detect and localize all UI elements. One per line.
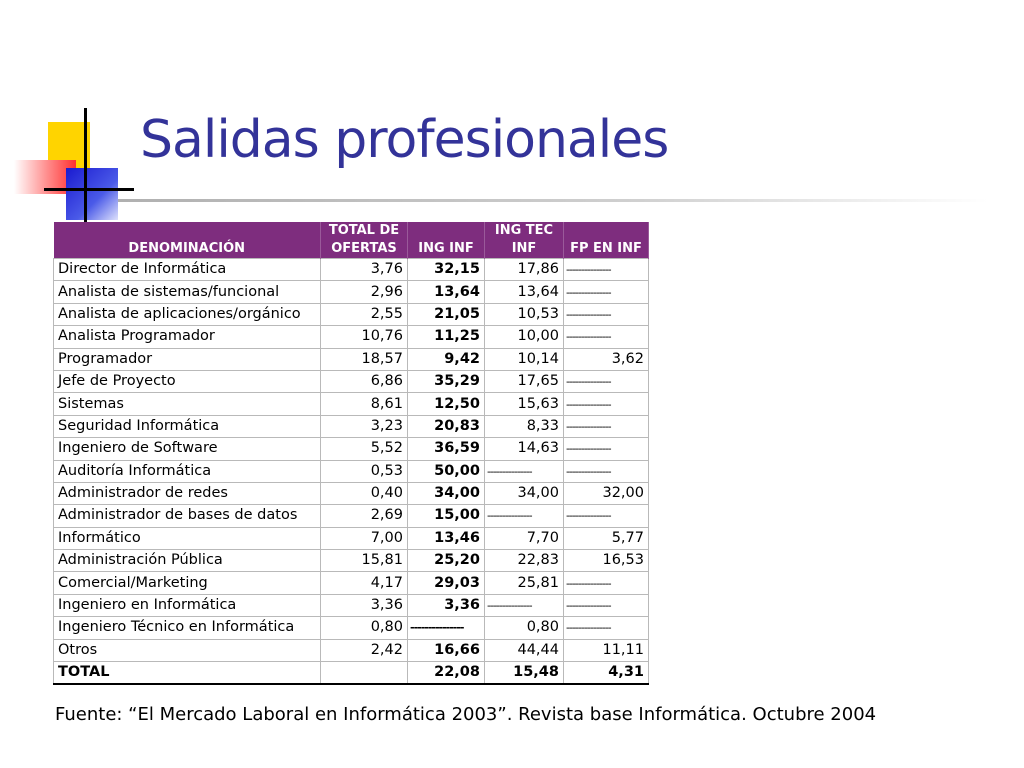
cell-total-ofertas: 0,40 [321, 482, 408, 504]
cell-ing-inf: 32,15 [408, 259, 485, 281]
table-row [54, 572, 649, 594]
cell-fp-en-inf: --------------- [564, 259, 649, 281]
cell-total-ofertas: 2,69 [321, 505, 408, 527]
cell-total-ofertas: 2,96 [321, 281, 408, 303]
cell-total-ofertas: 3,76 [321, 259, 408, 281]
cell-ing-inf: 21,05 [408, 303, 485, 325]
cell-ing-tec-inf: 15,63 [485, 393, 564, 415]
table-row [54, 370, 649, 392]
header-row-bottom [54, 240, 649, 259]
cell-ing-inf: 29,03 [408, 572, 485, 594]
table-row [54, 505, 649, 527]
cell-ing-inf: 12,50 [408, 393, 485, 415]
table-body [54, 259, 649, 685]
cell-denominacion: Ingeniero en Informática [54, 594, 321, 616]
cell-total-ofertas: 6,86 [321, 370, 408, 392]
cell-ing-inf: 20,83 [408, 415, 485, 437]
cell-ing-inf: 3,36 [408, 594, 485, 616]
cell-fp-en-inf: --------------- [564, 303, 649, 325]
cell-total-ofertas: 2,55 [321, 303, 408, 325]
job-offers-table [53, 222, 649, 685]
cell-ing-tec-inf: 13,64 [485, 281, 564, 303]
cell-ing-tec-inf: 14,63 [485, 438, 564, 460]
header-top-cell [564, 222, 649, 240]
cell-fp-en-inf: 4,31 [564, 662, 649, 685]
cell-fp-en-inf: --------------- [564, 594, 649, 616]
table-row [54, 259, 649, 281]
cell-denominacion: Analista de sistemas/funcional [54, 281, 321, 303]
cell-ing-inf: 35,29 [408, 370, 485, 392]
header-row-top [54, 222, 649, 240]
cell-fp-en-inf: --------------- [564, 438, 649, 460]
table-row [54, 326, 649, 348]
cell-denominacion: Jefe de Proyecto [54, 370, 321, 392]
title-underline [118, 199, 988, 202]
slide-title: Salidas profesionales [140, 110, 669, 170]
cell-denominacion: Ingeniero Técnico en Informática [54, 617, 321, 639]
cell-ing-tec-inf: 25,81 [485, 572, 564, 594]
header-fp-en-inf: FP EN INF [564, 240, 649, 259]
table-row [54, 348, 649, 370]
cell-denominacion: Administración Pública [54, 550, 321, 572]
cell-denominacion: Auditoría Informática [54, 460, 321, 482]
cell-fp-en-inf: --------------- [564, 572, 649, 594]
cell-ing-inf: 22,08 [408, 662, 485, 685]
cell-ing-tec-inf: 10,53 [485, 303, 564, 325]
blue-square-decoration [66, 168, 118, 220]
cell-denominacion: Administrador de redes [54, 482, 321, 504]
cell-total-ofertas: 4,17 [321, 572, 408, 594]
cell-denominacion: Ingeniero de Software [54, 438, 321, 460]
cell-fp-en-inf: --------------- [564, 460, 649, 482]
cell-ing-tec-inf: --------------- [485, 594, 564, 616]
header-total-ofertas: OFERTAS [321, 240, 408, 259]
cell-fp-en-inf: 3,62 [564, 348, 649, 370]
table-row [54, 639, 649, 661]
cell-ing-tec-inf: 17,86 [485, 259, 564, 281]
cell-total-ofertas: 10,76 [321, 326, 408, 348]
cell-denominacion: Director de Informática [54, 259, 321, 281]
cell-ing-tec-inf: 7,70 [485, 527, 564, 549]
cell-ing-inf: 15,00 [408, 505, 485, 527]
cell-total-ofertas: 18,57 [321, 348, 408, 370]
cell-total-ofertas: 5,52 [321, 438, 408, 460]
slide-logo [0, 0, 140, 230]
cell-total-ofertas: 7,00 [321, 527, 408, 549]
cell-fp-en-inf: --------------- [564, 415, 649, 437]
cell-denominacion: Programador [54, 348, 321, 370]
cell-ing-inf: --------------- [408, 617, 485, 639]
cell-fp-en-inf: 11,11 [564, 639, 649, 661]
table-row [54, 438, 649, 460]
cell-total-ofertas: 2,42 [321, 639, 408, 661]
cell-fp-en-inf: --------------- [564, 617, 649, 639]
table-row [54, 527, 649, 549]
cell-ing-inf: 16,66 [408, 639, 485, 661]
cell-ing-tec-inf: 10,14 [485, 348, 564, 370]
cell-total-ofertas [321, 662, 408, 685]
cell-ing-tec-inf: 8,33 [485, 415, 564, 437]
cell-ing-tec-inf: --------------- [485, 460, 564, 482]
table-row [54, 460, 649, 482]
cell-fp-en-inf: 5,77 [564, 527, 649, 549]
cell-ing-tec-inf: 10,00 [485, 326, 564, 348]
table-row [54, 281, 649, 303]
job-offers-table-container [53, 222, 649, 685]
cell-total-ofertas: 0,80 [321, 617, 408, 639]
cell-ing-tec-inf: 34,00 [485, 482, 564, 504]
cell-ing-tec-inf: 0,80 [485, 617, 564, 639]
table-row [54, 393, 649, 415]
cell-denominacion: Comercial/Marketing [54, 572, 321, 594]
header-top-cell [408, 222, 485, 240]
header-top-cell [54, 222, 321, 240]
cell-ing-tec-inf: 15,48 [485, 662, 564, 685]
table-row [54, 482, 649, 504]
cell-ing-inf: 9,42 [408, 348, 485, 370]
cell-fp-en-inf: 16,53 [564, 550, 649, 572]
cell-fp-en-inf: 32,00 [564, 482, 649, 504]
cell-denominacion: Seguridad Informática [54, 415, 321, 437]
cell-ing-inf: 34,00 [408, 482, 485, 504]
total-row [54, 662, 649, 685]
cell-total-ofertas: 15,81 [321, 550, 408, 572]
cell-total-ofertas: 3,23 [321, 415, 408, 437]
cell-fp-en-inf: --------------- [564, 281, 649, 303]
cell-ing-tec-inf: 44,44 [485, 639, 564, 661]
table-row [54, 550, 649, 572]
cell-denominacion: Administrador de bases de datos [54, 505, 321, 527]
cell-ing-inf: 25,20 [408, 550, 485, 572]
header-ing-tec-inf: INF [485, 240, 564, 259]
table-row [54, 617, 649, 639]
cell-ing-tec-inf: 17,65 [485, 370, 564, 392]
cell-fp-en-inf: --------------- [564, 370, 649, 392]
cell-ing-inf: 50,00 [408, 460, 485, 482]
header-top-cell: TOTAL DE [321, 222, 408, 240]
cell-total-ofertas: 8,61 [321, 393, 408, 415]
cell-total-ofertas: 0,53 [321, 460, 408, 482]
horizontal-line-decoration [44, 188, 134, 191]
cell-ing-tec-inf: --------------- [485, 505, 564, 527]
cell-ing-inf: 13,64 [408, 281, 485, 303]
cell-ing-inf: 13,46 [408, 527, 485, 549]
cell-denominacion: Analista Programador [54, 326, 321, 348]
header-denominacion: DENOMINACIÓN [54, 240, 321, 259]
vertical-line-decoration [84, 108, 87, 226]
header-top-cell: ING TEC [485, 222, 564, 240]
header-ing-inf: ING INF [408, 240, 485, 259]
cell-denominacion: Otros [54, 639, 321, 661]
cell-ing-tec-inf: 22,83 [485, 550, 564, 572]
cell-fp-en-inf: --------------- [564, 326, 649, 348]
table-row [54, 415, 649, 437]
cell-total-ofertas: 3,36 [321, 594, 408, 616]
cell-denominacion: Sistemas [54, 393, 321, 415]
cell-ing-inf: 11,25 [408, 326, 485, 348]
cell-denominacion: Analista de aplicaciones/orgánico [54, 303, 321, 325]
source-citation: Fuente: “El Mercado Laboral en Informática 2003”. Revista base Informática. Octubre 2004 [55, 704, 877, 725]
cell-denominacion: Informático [54, 527, 321, 549]
table-row [54, 594, 649, 616]
cell-fp-en-inf: --------------- [564, 393, 649, 415]
cell-denominacion: TOTAL [54, 662, 321, 685]
table-row [54, 303, 649, 325]
cell-fp-en-inf: --------------- [564, 505, 649, 527]
cell-ing-inf: 36,59 [408, 438, 485, 460]
